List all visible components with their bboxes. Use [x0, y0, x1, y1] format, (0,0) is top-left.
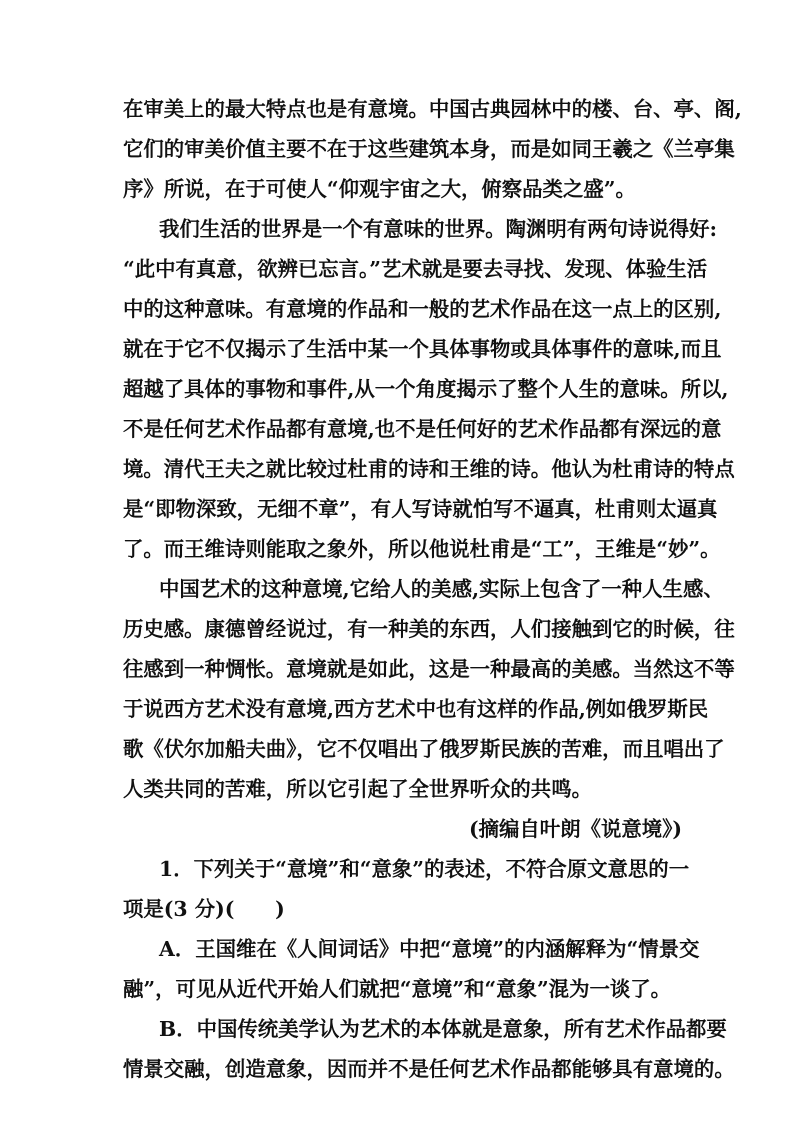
text-line: 在审美上的最大特点也是有意境。中国古典园林中的楼、台、亭、阁, [123, 97, 742, 121]
text-line: 了。而王维诗则能取之象外，所以他说杜甫是“工”，王维是“妙”。 [123, 537, 721, 561]
text-line: 不是任何艺术作品都有意境,也不是任何好的艺术作品都有深远的意 [123, 417, 722, 441]
question-stem: 项是(3 分)( ) [123, 897, 285, 921]
text-line: 境。清代王夫之就比较过杜甫的诗和王维的诗。他认为杜甫诗的特点 [123, 457, 735, 481]
question-stem: 1．下列关于“意境”和“意象”的表述，不符合原文意思的一 [159, 857, 690, 881]
text-line: 是“即物深致，无细不章”，有人写诗就怕写不逼真，杜甫则太逼真 [123, 497, 718, 521]
option-b: B．中国传统美学认为艺术的本体就是意象，所有艺术作品都要 [159, 1017, 727, 1041]
option-a: A．王国维在《人间词话》中把“意境”的内涵解释为“情景交 [159, 937, 700, 961]
text-line: 超越了具体的事物和事件,从一个角度揭示了整个人生的意味。所以, [123, 377, 729, 401]
text-line: 歌《伏尔加船夫曲》，它不仅唱出了俄罗斯民族的苦难，而且唱出了 [123, 737, 725, 761]
text-line: 历史感。康德曾经说过，有一种美的东西，人们接触到它的时候，往 [123, 617, 735, 641]
option-b: 情景交融，创造意象，因而并不是任何艺术作品都能够具有意境的。 [123, 1057, 735, 1081]
text-line: 序》所说，在于可使人“仰观宇宙之大，俯察品类之盛”。 [123, 177, 636, 201]
text-line: 于说西方艺术没有意境,西方艺术中也有这样的作品,例如俄罗斯民 [123, 697, 709, 721]
option-a: 融”，可见从近代开始人们就把“意境”和“意象”混为一谈了。 [123, 977, 672, 1001]
text-line: 我们生活的世界是一个有意味的世界。陶渊明有两句诗说得好: [159, 217, 718, 241]
text-line: 它们的审美价值主要不在于这些建筑本身，而是如同王羲之《兰亭集 [123, 137, 735, 161]
text-line: 中的这种意味。有意境的作品和一般的艺术作品在这一点上的区别, [123, 297, 722, 321]
text-line: 中国艺术的这种意境,它给人的美感,实际上包含了一种人生感、 [159, 577, 724, 601]
text-line: 往感到一种惆怅。意境就是如此，这是一种最高的美感。当然这不等 [123, 657, 735, 681]
text-line: 就在于它不仅揭示了生活中某一个具体事物或具体事件的意味,而且 [123, 337, 722, 361]
text-line: “此中有真意，欲辨已忘言。”艺术就是要去寻找、发现、体验生活 [123, 257, 708, 281]
text-line: 人类共同的苦难，所以它引起了全世界听众的共鸣。 [123, 777, 592, 801]
source-citation: (摘编自叶朗《说意境》) [468, 817, 682, 841]
